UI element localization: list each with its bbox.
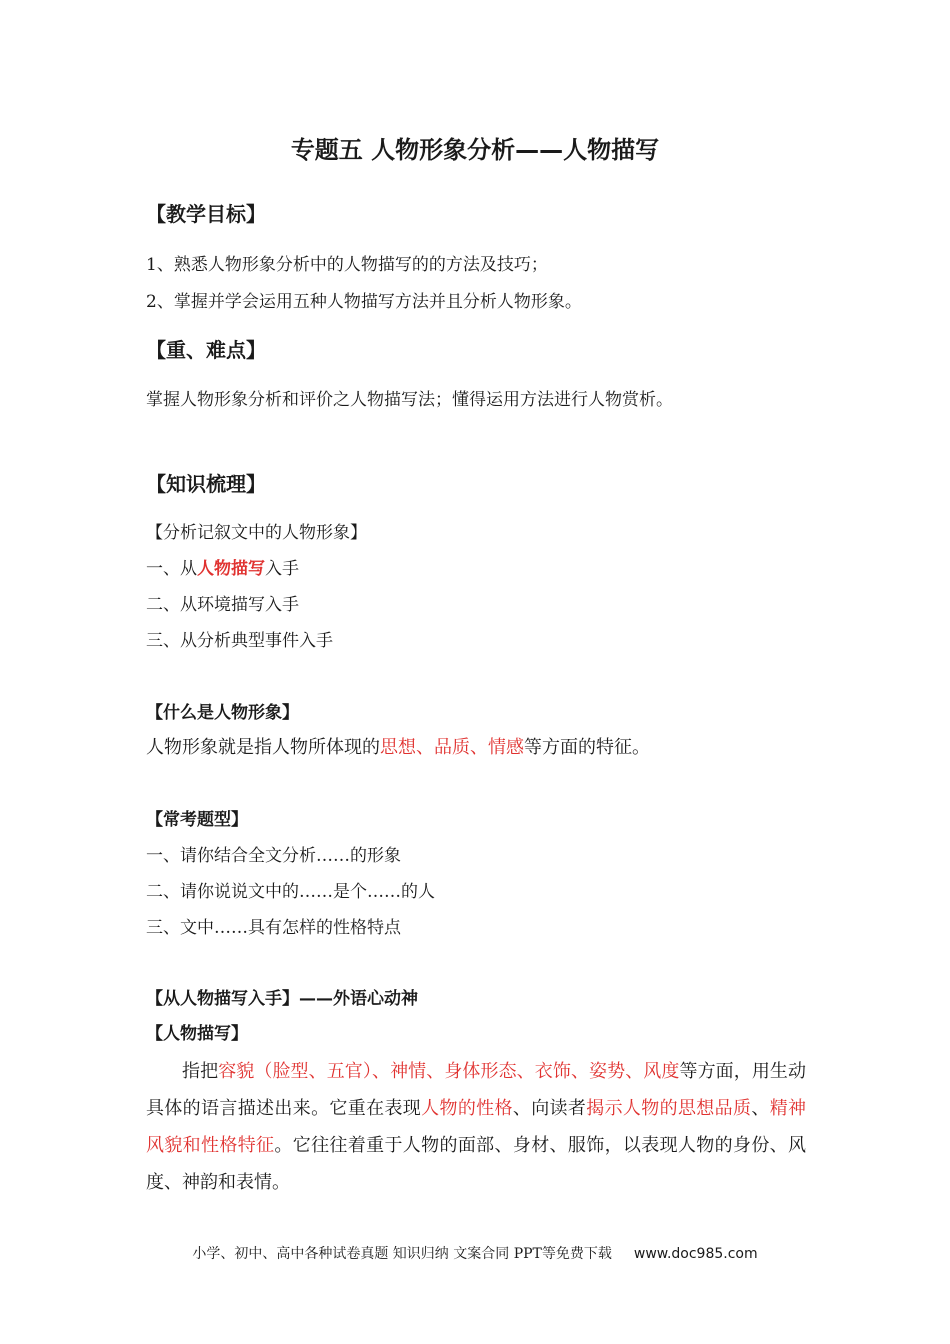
what-is-prefix: 人物形象就是指人物所体现的 bbox=[146, 737, 380, 758]
question-type-3: 三、文中……具有怎样的性格特点 bbox=[146, 918, 401, 938]
knowledge-subheading: 【分析记叙文中的人物形象】 bbox=[146, 523, 367, 543]
footer-text: 小学、初中、高中各种试卷真题 知识归纳 文案合同 PPT等免费下载 bbox=[192, 1246, 612, 1262]
desc-red-3: 揭示人物的思想品质 bbox=[586, 1098, 752, 1119]
desc-red-4: 精神风貌和性格特征 bbox=[146, 1098, 807, 1156]
desc-part-4: 、 bbox=[751, 1098, 770, 1119]
desc-red-1: 容貌（脸型、五官）、神情、身体形态、衣饰、姿势、风度 bbox=[218, 1061, 680, 1082]
what-is-heading: 【什么是人物形象】 bbox=[146, 703, 299, 723]
key-points-heading: 【重、难点】 bbox=[146, 338, 266, 362]
knowledge-item-1-suffix: 入手 bbox=[265, 559, 299, 579]
description-subheading: 【人物描写】 bbox=[146, 1024, 248, 1044]
desc-part-3: 、向读者 bbox=[512, 1098, 587, 1119]
footer-url[interactable]: www.doc985.com bbox=[633, 1246, 758, 1262]
question-types-heading: 【常考题型】 bbox=[146, 810, 248, 830]
question-type-1: 一、请你结合全文分析……的形象 bbox=[146, 846, 401, 866]
knowledge-item-2: 二、从环境描写入手 bbox=[146, 595, 299, 615]
what-is-highlight: 思想、品质、情感 bbox=[380, 737, 524, 758]
what-is-text bbox=[146, 735, 650, 761]
description-paragraph bbox=[146, 1053, 806, 1201]
goals-heading: 【教学目标】 bbox=[146, 202, 266, 226]
page-footer bbox=[0, 1243, 950, 1265]
desc-part-2: 等方面，用生动具体的语言描述出来。它重在表现 bbox=[146, 1061, 807, 1119]
desc-part-5: 。它往往着重于人物的面部、身材、服饰，以表现人物的身份、风度、神韵和表情。 bbox=[146, 1135, 807, 1193]
goal-item-1: 1、熟悉人物形象分析中的人物描写的的方法及技巧； bbox=[146, 255, 548, 275]
what-is-suffix: 等方面的特征。 bbox=[524, 737, 650, 758]
knowledge-item-3: 三、从分析典型事件入手 bbox=[146, 631, 333, 651]
page-title: 专题五 人物形象分析——人物描写 bbox=[290, 136, 660, 164]
knowledge-item-1-highlight: 人物描写 bbox=[197, 559, 265, 579]
desc-part-1: 指把 bbox=[182, 1061, 219, 1082]
goal-item-2: 2、掌握并学会运用五种人物描写方法并且分析人物形象。 bbox=[146, 292, 582, 312]
question-type-2: 二、请你说说文中的……是个……的人 bbox=[146, 882, 435, 902]
desc-red-2: 人物的性格 bbox=[421, 1098, 513, 1119]
knowledge-item-1-prefix: 一、从 bbox=[146, 559, 197, 579]
key-points-text: 掌握人物形象分析和评价之人物描写法；懂得运用方法进行人物赏析。 bbox=[146, 390, 673, 410]
knowledge-heading: 【知识梳理】 bbox=[146, 472, 266, 496]
knowledge-item-1 bbox=[146, 556, 299, 582]
description-heading: 【从人物描写入手】——外语心动神 bbox=[146, 989, 418, 1009]
